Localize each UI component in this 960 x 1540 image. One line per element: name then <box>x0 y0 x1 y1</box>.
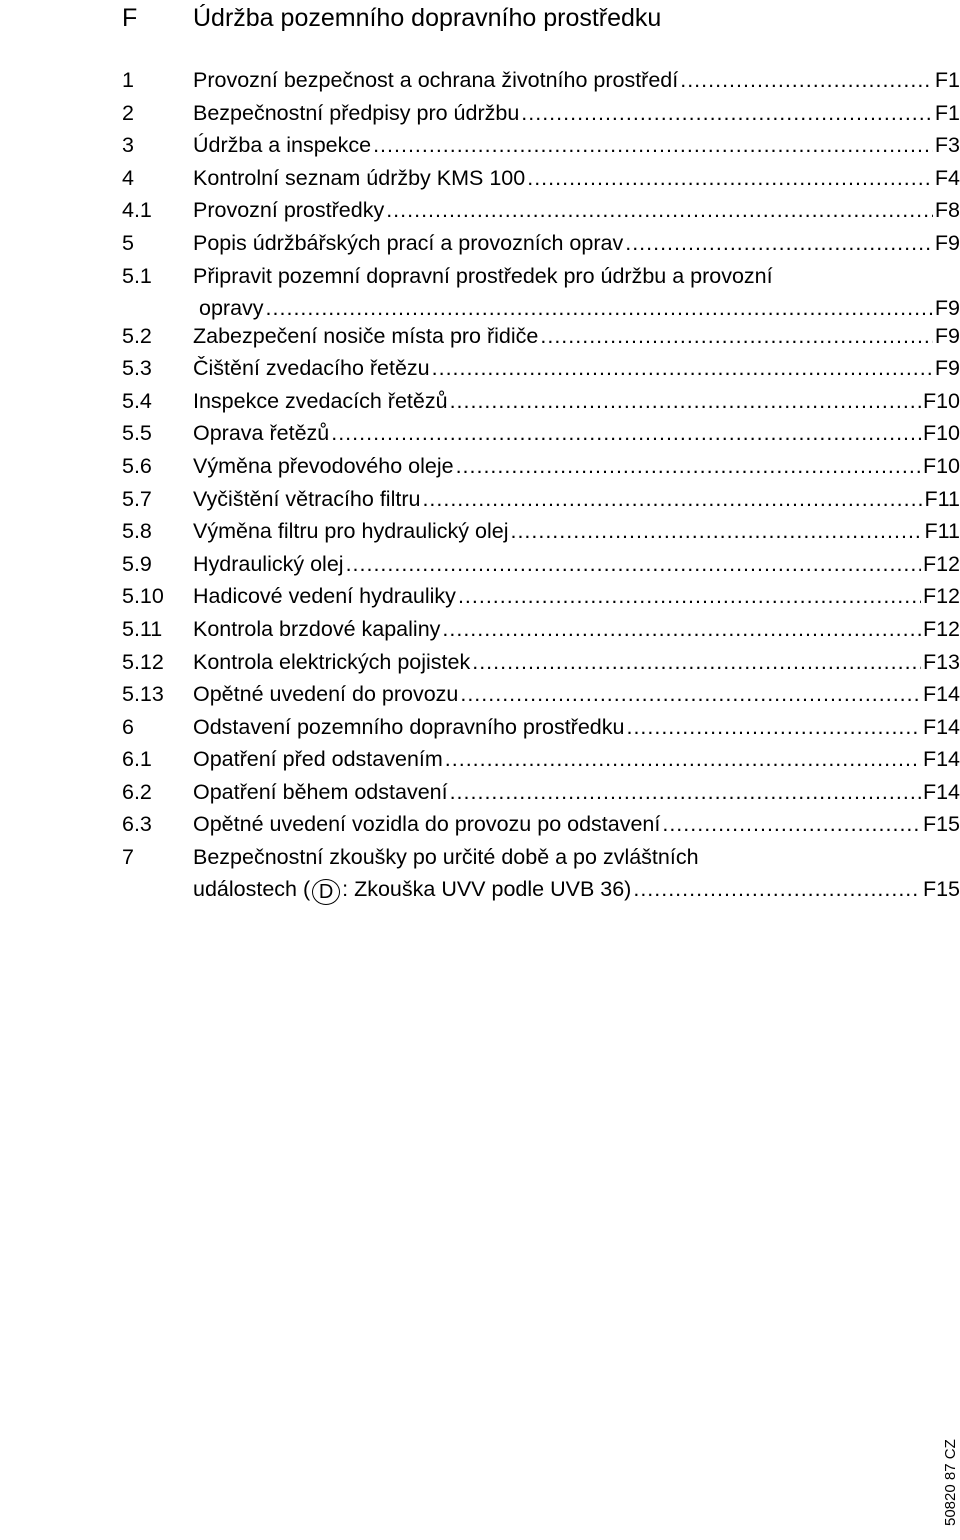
document-code: 50820 87 CZ <box>942 1439 959 1526</box>
toc-entry[interactable] <box>122 711 960 744</box>
toc-title-line1: Bezpečnostní zkoušky po určité době a po zvláštních <box>193 845 699 870</box>
leader-dots <box>472 646 921 678</box>
leader-dots <box>386 194 933 226</box>
toc-entry[interactable] <box>122 841 960 904</box>
leader-dots <box>510 515 922 547</box>
toc-title: Údržba a inspekce <box>193 133 372 158</box>
leader-dots <box>442 613 921 645</box>
toc-title: Vyčištění větracího filtru <box>193 486 421 511</box>
leader-dots <box>527 162 933 194</box>
leader-dots <box>460 678 921 710</box>
toc-number: 5.6 <box>122 453 152 478</box>
toc-number: 5 <box>122 230 134 255</box>
toc-page: F14 <box>922 682 960 707</box>
toc-title: Opětné uvedení do provozu <box>193 682 459 707</box>
toc-title-line1: Připravit pozemní dopravní prostředek pro údržbu a provozní <box>193 263 773 288</box>
toc-page: F12 <box>922 551 960 576</box>
toc-page: F14 <box>922 779 960 804</box>
toc-number: 6.2 <box>122 779 152 804</box>
leader-dots <box>445 743 921 775</box>
leader-dots <box>680 64 933 96</box>
toc-title: Kontrola elektrických pojistek <box>193 649 471 674</box>
toc-title: Kontrola brzdové kapaliny <box>193 616 441 641</box>
toc-entry[interactable] <box>122 320 960 353</box>
toc-page: F4 <box>934 165 960 190</box>
toc-entry[interactable] <box>122 515 960 548</box>
toc-title: Čištění zvedacího řetězu <box>193 356 430 381</box>
toc-title: Popis údržbářských prací a provozních oprav <box>193 230 624 255</box>
toc-entry[interactable] <box>122 260 960 320</box>
toc-title: Provozní bezpečnost a ochrana životního prostředí <box>193 68 679 92</box>
toc-page: F15 <box>922 812 960 837</box>
toc-number: 3 <box>122 133 134 158</box>
toc-number: 5.11 <box>122 616 163 641</box>
toc-title: Zabezpečení nosiče místa pro řidiče <box>193 323 539 348</box>
toc-entry[interactable] <box>122 417 960 450</box>
leader-dots <box>373 129 933 161</box>
toc-entry[interactable] <box>122 227 960 260</box>
toc-page: F9 <box>934 323 960 348</box>
leader-dots <box>458 580 921 612</box>
toc-number: 4.1 <box>122 198 152 223</box>
toc-title: Opatření během odstavení <box>193 779 448 804</box>
leader-dots <box>331 417 921 449</box>
leader-dots <box>450 385 921 417</box>
toc-entry[interactable] <box>122 678 960 711</box>
toc-number: 5.12 <box>122 649 164 674</box>
toc-title: Hydraulický olej <box>193 551 344 576</box>
toc-title-line2-pre: událostech ( <box>193 877 311 902</box>
leader-dots <box>450 776 921 808</box>
toc-title: Bezpečnostní předpisy pro údržbu <box>193 100 520 125</box>
toc-page: F15 <box>922 877 960 902</box>
toc-number: 2 <box>122 100 134 125</box>
toc-title: Hadicové vedení hydrauliky <box>193 584 456 609</box>
toc-number: 6 <box>122 714 134 739</box>
toc-page: F9 <box>934 230 960 255</box>
toc-title-line2-post: : Zkouška UVV podle UVB 36) <box>342 877 632 902</box>
toc-number: 6.1 <box>122 747 152 772</box>
toc-entry[interactable] <box>122 743 960 776</box>
leader-dots <box>633 873 921 905</box>
toc-title: Provozní prostředky <box>193 198 385 223</box>
country-code-symbol: D <box>312 879 340 905</box>
leader-dots <box>540 320 933 352</box>
toc-title: Kontrolní seznam údržby KMS 100 <box>193 165 526 190</box>
toc-entry[interactable] <box>122 483 960 516</box>
leader-dots <box>456 450 921 482</box>
toc-entry[interactable] <box>122 64 960 97</box>
toc-number: 5.4 <box>122 388 152 413</box>
toc-page: F10 <box>922 453 960 478</box>
toc-title: Výměna převodového oleje <box>193 453 454 478</box>
toc-title: Opatření před odstavením <box>193 747 443 772</box>
toc-entry[interactable] <box>122 613 960 646</box>
toc-number: 5.5 <box>122 421 152 446</box>
toc-title: Oprava řetězů <box>193 421 330 446</box>
leader-dots <box>346 548 921 580</box>
toc-page: F13 <box>922 649 960 674</box>
toc-title: Odstavení pozemního dopravního prostředku <box>193 714 625 739</box>
toc-entry[interactable] <box>122 646 960 679</box>
leader-dots <box>422 483 922 515</box>
toc-page: F1 <box>934 68 960 92</box>
toc-entry[interactable] <box>122 580 960 613</box>
toc-entry[interactable] <box>122 548 960 581</box>
toc-entry[interactable] <box>122 450 960 483</box>
toc-entry[interactable] <box>122 776 960 809</box>
table-of-contents <box>122 64 960 904</box>
toc-page: F14 <box>922 747 960 772</box>
toc-page: F9 <box>934 295 960 320</box>
leader-dots <box>521 97 933 129</box>
toc-title: Inspekce zvedacích řetězů <box>193 388 448 413</box>
toc-page: F11 <box>924 519 960 544</box>
toc-number: 5.2 <box>122 323 152 348</box>
toc-page: F10 <box>922 388 960 413</box>
leader-dots <box>432 352 933 384</box>
toc-entry[interactable] <box>122 808 960 841</box>
toc-entry[interactable] <box>122 385 960 418</box>
chapter-letter: F <box>122 4 138 32</box>
toc-page: F11 <box>924 486 960 511</box>
toc-number: 6.3 <box>122 812 152 837</box>
toc-number: 5.10 <box>122 584 164 609</box>
toc-entry[interactable] <box>122 194 960 227</box>
leader-dots <box>625 227 933 259</box>
toc-entry[interactable] <box>122 162 960 195</box>
toc-number: 5.13 <box>122 682 164 707</box>
toc-page: F14 <box>922 714 960 739</box>
toc-number: 5.9 <box>122 551 152 576</box>
toc-entry[interactable] <box>122 129 960 162</box>
toc-title-line2 <box>193 873 631 905</box>
toc-number: 4 <box>122 165 134 190</box>
toc-page: F9 <box>934 356 960 381</box>
toc-page: F12 <box>922 584 960 609</box>
toc-title: Opětné uvedení vozidla do provozu po odstavení <box>193 812 661 837</box>
toc-page: F3 <box>934 133 960 158</box>
toc-page: F12 <box>922 616 960 641</box>
toc-number: 5.8 <box>122 519 152 544</box>
leader-dots <box>662 808 921 840</box>
leader-dots <box>626 711 920 743</box>
chapter-title: Údržba pozemního dopravního prostředku <box>193 4 662 32</box>
toc-number: 1 <box>122 68 134 92</box>
toc-number: 7 <box>122 845 134 870</box>
toc-entry[interactable] <box>122 97 960 130</box>
toc-page: F10 <box>922 421 960 446</box>
toc-title: Výměna filtru pro hydraulický olej <box>193 519 509 544</box>
toc-number: 5.1 <box>122 263 152 288</box>
toc-title-line2: opravy <box>199 295 264 320</box>
toc-number: 5.7 <box>122 486 152 511</box>
toc-number: 5.3 <box>122 356 152 381</box>
toc-page: F1 <box>934 100 960 125</box>
toc-page: F8 <box>934 198 960 223</box>
toc-entry[interactable] <box>122 352 960 385</box>
